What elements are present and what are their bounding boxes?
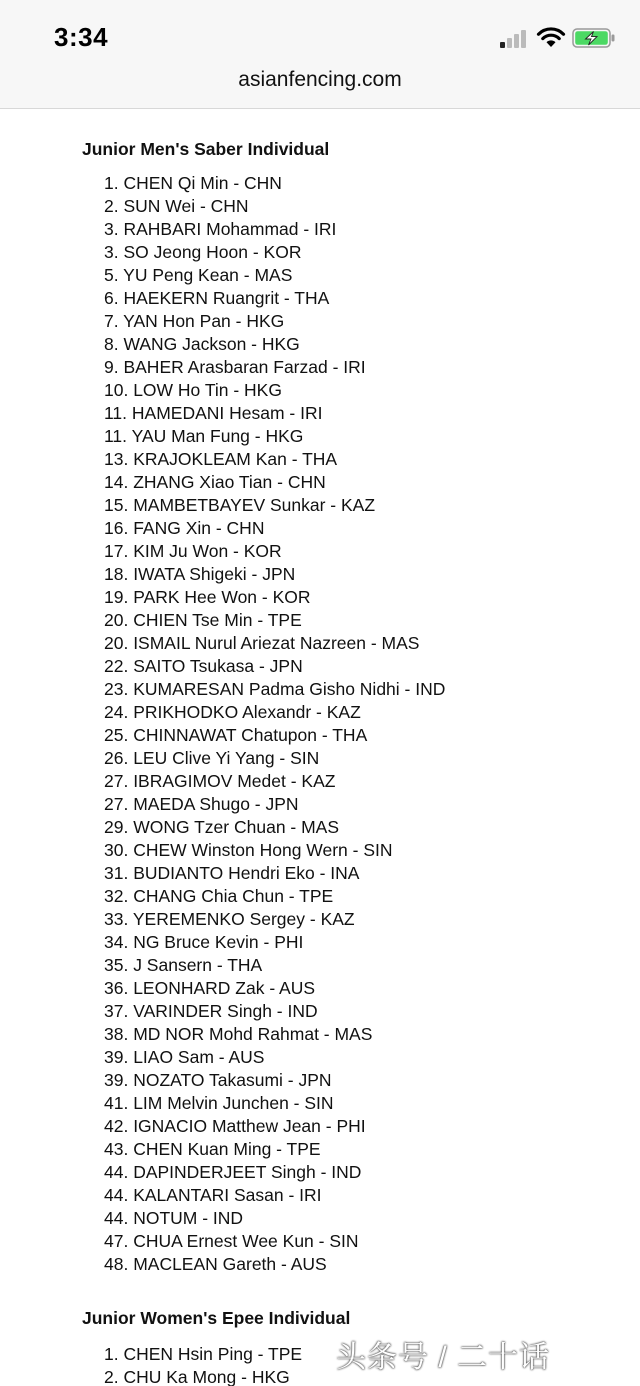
result-item: 19. PARK Hee Won - KOR	[104, 587, 311, 607]
result-item: 47. CHUA Ernest Wee Kun - SIN	[104, 1231, 359, 1251]
result-item: 18. IWATA Shigeki - JPN	[104, 564, 296, 584]
result-item: 37. VARINDER Singh - IND	[104, 1001, 318, 1021]
result-item: 7. YAN Hon Pan - HKG	[104, 311, 285, 331]
result-item: 26. LEU Clive Yi Yang - SIN	[104, 748, 320, 768]
result-item: 20. CHIEN Tse Min - TPE	[104, 610, 302, 630]
result-item: 14. ZHANG Xiao Tian - CHN	[104, 472, 326, 492]
result-item: 16. FANG Xin - CHN	[104, 518, 265, 538]
wifi-icon	[536, 26, 566, 48]
battery-charging-icon	[572, 28, 616, 48]
result-item: 36. LEONHARD Zak - AUS	[104, 978, 316, 998]
result-item: 38. MD NOR Mohd Rahmat - MAS	[104, 1024, 373, 1044]
watermark: 头条号 / 二十话	[336, 1341, 551, 1374]
result-item: 3. SO Jeong Hoon - KOR	[104, 242, 302, 262]
result-item: 2. SUN Wei - CHN	[104, 196, 249, 216]
result-item: 44. NOTUM - IND	[104, 1208, 244, 1228]
result-item: 5. YU Peng Kean - MAS	[104, 265, 293, 285]
address-bar[interactable]	[0, 62, 640, 109]
result-item: 39. LIAO Sam - AUS	[104, 1047, 265, 1067]
result-item: 39. NOZATO Takasumi - JPN	[104, 1070, 332, 1090]
result-item: 27. IBRAGIMOV Medet - KAZ	[104, 771, 336, 791]
url-text[interactable]: asianfencing.com	[238, 68, 402, 91]
result-item: 10. LOW Ho Tin - HKG	[104, 380, 282, 400]
section-title: Junior Women's Epee Individual	[82, 1308, 351, 1328]
result-item: 25. CHINNAWAT Chatupon - THA	[104, 725, 368, 745]
result-item: 30. CHEW Winston Hong Wern - SIN	[104, 840, 393, 860]
result-item: 9. BAHER Arasbaran Farzad - IRI	[104, 357, 366, 377]
result-item: 23. KUMARESAN Padma Gisho Nidhi - IND	[104, 679, 446, 699]
result-item: 2. CHU Ka Mong - HKG	[104, 1367, 290, 1386]
result-item: 48. MACLEAN Gareth - AUS	[104, 1254, 327, 1274]
result-item: 43. CHEN Kuan Ming - TPE	[104, 1139, 321, 1159]
result-item: 6. HAEKERN Ruangrit - THA	[104, 288, 330, 308]
result-item: 33. YEREMENKO Sergey - KAZ	[104, 909, 355, 929]
result-item: 11. HAMEDANI Hesam - IRI	[104, 403, 323, 423]
status-bar	[0, 0, 640, 62]
result-item: 3. RAHBARI Mohammad - IRI	[104, 219, 337, 239]
result-item: 32. CHANG Chia Chun - TPE	[104, 886, 334, 906]
result-item: 41. LIM Melvin Junchen - SIN	[104, 1093, 334, 1113]
result-item: 42. IGNACIO Matthew Jean - PHI	[104, 1116, 366, 1136]
result-item: 1. CHEN Hsin Ping - TPE	[104, 1344, 303, 1364]
result-item: 8. WANG Jackson - HKG	[104, 334, 300, 354]
result-item: 31. BUDIANTO Hendri Eko - INA	[104, 863, 360, 883]
result-item: 24. PRIKHODKO Alexandr - KAZ	[104, 702, 361, 722]
result-item: 13. KRAJOKLEAM Kan - THA	[104, 449, 338, 469]
result-item: 44. DAPINDERJEET Singh - IND	[104, 1162, 362, 1182]
status-time: 3:34	[54, 22, 109, 52]
cellular-signal-icon	[500, 28, 530, 48]
result-item: 44. KALANTARI Sasan - IRI	[104, 1185, 322, 1205]
result-item: 35. J Sansern - THA	[104, 955, 263, 975]
result-item: 17. KIM Ju Won - KOR	[104, 541, 282, 561]
result-item: 11. YAU Man Fung - HKG	[104, 426, 304, 446]
result-item: 29. WONG Tzer Chuan - MAS	[104, 817, 340, 837]
result-item: 15. MAMBETBAYEV Sunkar - KAZ	[104, 495, 376, 515]
result-item: 22. SAITO Tsukasa - JPN	[104, 656, 303, 676]
result-item: 34. NG Bruce Kevin - PHI	[104, 932, 304, 952]
result-item: 27. MAEDA Shugo - JPN	[104, 794, 299, 814]
result-item: 1. CHEN Qi Min - CHN	[104, 173, 282, 193]
section-title: Junior Men's Saber Individual	[82, 139, 330, 159]
result-item: 20. ISMAIL Nurul Ariezat Nazreen - MAS	[104, 633, 420, 653]
